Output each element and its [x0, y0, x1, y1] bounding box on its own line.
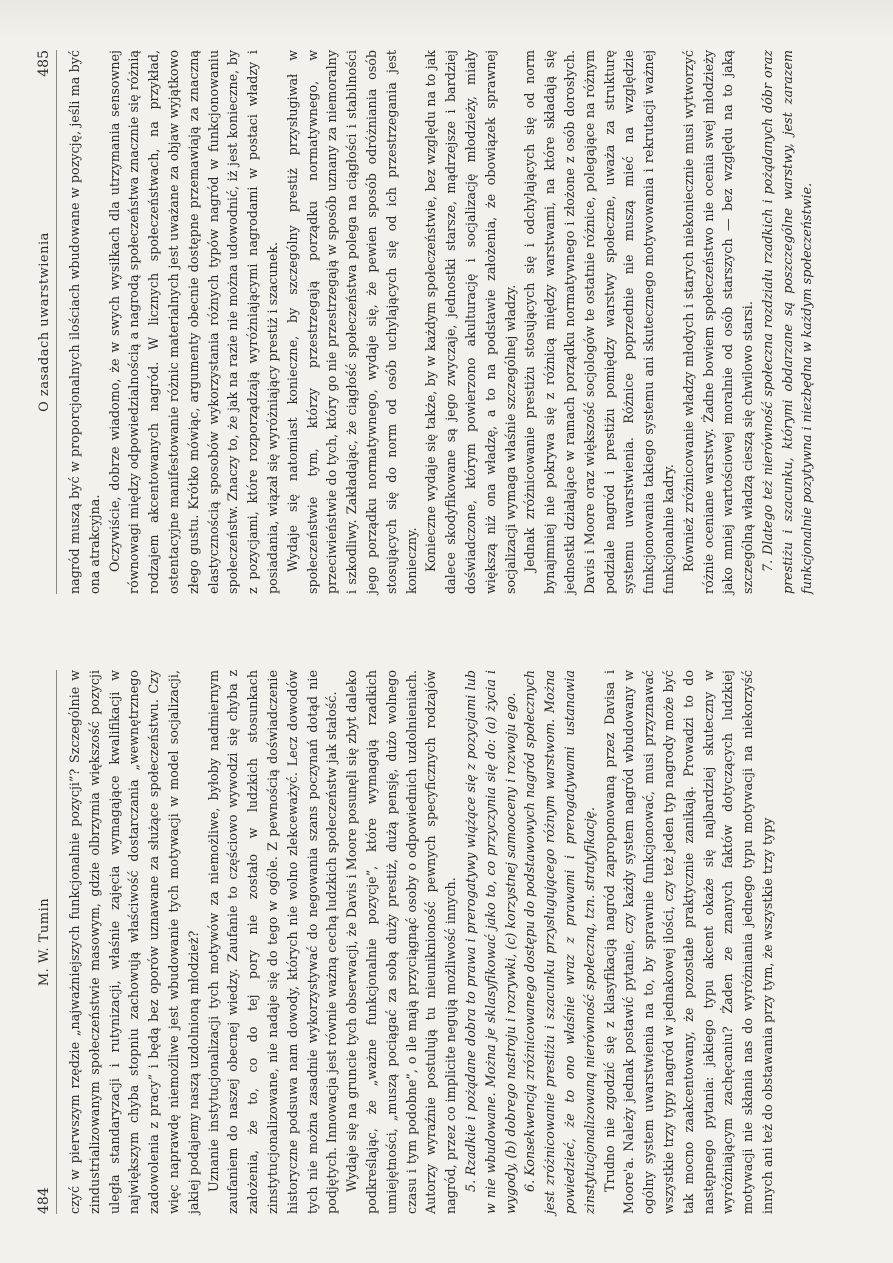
left-text-column [65, 670, 778, 1214]
paragraph: nagród muszą być w proporcjonalnych ilościach wbudowane w pozycję, jeśli ma być ona atrakcyjna. [67, 50, 102, 594]
left-running-head [36, 670, 57, 1214]
paragraph: czyć w pierwszym rzędzie „najważniejszych funkcjonalnie pozycji”? Szczególnie w zindustrializowanym społeczeństwie masowym, gdzie olbrzymia większość pozycji uległa standaryzacji i rutynizacji, właśnie zajęcia wymagające kwalifikacji w największym chyba stopniu zachowują właściwość dostarczania „wewnętrznego zadowolenia z pracy” i będą bez oporów uznawane za służące społeczeństwu. Czy więc naprawdę niemożliwe jest wbudowanie tych motywacji w model socjalizacji, jakiej podajemy naszą uzdolnioną młodzież? [67, 670, 201, 1214]
paragraph: Również zróżnicowanie władzy młodych i starych niekoniecznie musi wytworzyć różnie oceniane warstwy. Żadne bowiem społeczeństwo nie ocenia swej młodzieży jako mniej wartościowej moralnie od osób starszych — bez względu na to jaką szczególną władzą cieszą się chwilowo starsi. [680, 50, 756, 594]
left-header-author: M. W. Tumin [37, 897, 52, 987]
paragraph: Konieczne wydaje się także, by w każdym społeczeństwie, bez względu na to jak dalece skodyfikowane są jego zwyczaje, jednostki starsze, mądrzejsze i bardziej doświadczone, którym powierzono akulturację i socjalizację młodzieży, miały większą niż ona władzę, a to na podstawie założenia, że obowiązek sprawnej socjalizacji wymaga właśnie szczególnej władzy. [423, 50, 518, 594]
right-page-number: 485 [36, 50, 52, 77]
paragraph: Uznanie instytucjonalizacji tych motywów za niemożliwe, byłoby nadmiernym zaufaniem do naszej obecnej wiedzy. Zaufanie to częściowo wywodzi się chyba z założenia, że to, co do tej pory nie zostało w ludzkich stosunkach zinstytucjonalizowane, nie nadaje się do tego w ogóle. Z pewnością doświadczenie historyczne podsuwa nam dowody, których nie wolno zlekceważyć. Lecz dowodów tych nie można zasadnie wykorzystywać do negowania szans poczynań dotąd nie podjętych. Innowacja jest równie ważną cechą ludzkich społeczeństw jak stałość. [205, 670, 340, 1214]
paragraph-point-7: 7. Dlatego też nierówność społeczna rozdziału rzadkich i pożądanych dóbr oraz prestiżu i szacunku, którymi obdarzane są poszczególne warstwy, jest zarazem funkcjonalnie pozytywna i niezbędna w każdym społeczeństwie. [759, 50, 815, 594]
paragraph: Trudno nie zgodzić się z klasyfikacją nagród zaproponowaną przez Davisa i Moore'a. Należy jednak postawić pytanie, czy każdy system nagród wbudowany w ogólny system uwarstwienia na to, by sprawnie funkcjonować, musi przyznawać wszystkie trzy typy nagród w jednakowej ilości, czy też jeden typ nagrody może być tak mocno zaakcentowany, że pozostałe praktycznie zanikają. Prowadzi to do następnego pytania: jakiego typu akcent okaże się najbardziej skuteczny w wyróżniającym zachęcaniu? Żaden ze znanych faktów dotyczących ludzkiej motywacji nie skłania nas do wyróżniania jednego typu motywacji na niekorzyść innych ani też do obstawania przy tym, że wszystkie trzy typy [601, 670, 775, 1214]
paragraph: Jednak zróżnicowanie prestiżu stosujących się i odchylających się od norm bynajmniej nie pokrywa się z różnicą między warstwami, na które składają się jednostki działające w ramach porządku normatywnego i złożone z osób dorosłych. Davis i Moore oraz większość socjologów te ostatnie różnice, polegające na różnym podziale nagród i prestiżu pomiędzy warstwy społeczne, uważa za strukturę systemu uwarstwienia. Różnice poprzednie nie muszą mieć na względzie funkcjonowania takiego systemu ani skutecznego motywowania i rekrutacji ważnej funkcjonalnie kadry. [522, 50, 676, 594]
right-page [36, 42, 836, 602]
scan-top-strip [0, 0, 893, 40]
paragraph: Wydaje się natomiast konieczne, by szczególny prestiż przysługiwał w społeczeństwie tym, którzy przestrzegają porządku normatywnego, w przeciwieństwie do tych, który go nie przestrzegają w sposób uznany za niemoralny i szkodliwy. Zakładając, że ciągłość społeczeństwa polega na ciągłości i stabilności jego porządku normatywnego, wydaje się, że pewien sposób odróżniania osób stosujących się do norm od osób uchylających się od ich przestrzegania jest konieczny. [284, 50, 419, 594]
right-running-head [36, 50, 57, 594]
right-text-column [65, 50, 817, 594]
book-spread [36, 42, 856, 1222]
left-page-number: 484 [36, 1187, 52, 1214]
right-header-title: O zasadach uwarstwienia [37, 232, 52, 412]
paragraph-point-6: 6. Konsekwencją zróżnicowanego dostępu do podstawowych nagród społecznych jest zróżnicowanie prestiżu i szacunku przysługującego różnym warstwom. Można powiedzieć, że to ono właśnie wraz z prawami i prerogatywami ustanawia zinstytucjonalizowaną nierówność społeczną, tzn. stratyfikację. [522, 670, 597, 1214]
paragraph: Wydaje się na gruncie tych obserwacji, że Davis i Moore posunęli się zbyt daleko podkreślając, że „ważne funkcjonalnie pozycje”, które wymagają rzadkich umiejętności, „muszą pociągać za sobą duży prestiż, dużą pensję, dużo wolnego czasu i tym podobne”, o ile mają przyciągnąć osoby o odpowiednich uzdolnieniach. Autorzy wyraźnie postulują tu nieuniknioność pewnych specyficznych rodzajów nagród, przez co implicite negują możliwość innych. [344, 670, 459, 1214]
paragraph: Oczywiście, dobrze wiadomo, że w swych wysiłkach dla utrzymania sensownej równowagi między odpowiedzialnością a nagrodą społeczeństwa znacznie się różnią rodzajem akcentowanych nagród. W licznych społeczeństwach, na przykład, ostentacyjne manifestowanie różnic materialnych jest uważane za objaw wyjątkowo złego gustu. Krótko mówiąc, argumenty obecnie dostępne przemawiają za znaczną elastycznością sposobów wykorzystania różnych typów nagród w funkcjonowaniu społeczeństw. Znaczy to, że jak na razie nie można udowodnić, iż jest konieczne, by z pozycjami, które rozporządzają wyróżniającymi nagrodami w postaci władzy i posiadania, wiązał się wyróżniający prestiż i szacunek. [106, 50, 280, 594]
left-page [36, 662, 836, 1222]
paragraph-point-5: 5. Rzadkie i pożądane dobra to prawa i prerogatywy wiążące się z pozycjami lub w nie wbudowane. Można je sklasyfikować jako to, co przyczynia się do: (a) życia i wygody, (b) dobrego nastroju i rozrywki, (c) korzystnej samooceny i rozwoju ego. [462, 670, 518, 1214]
